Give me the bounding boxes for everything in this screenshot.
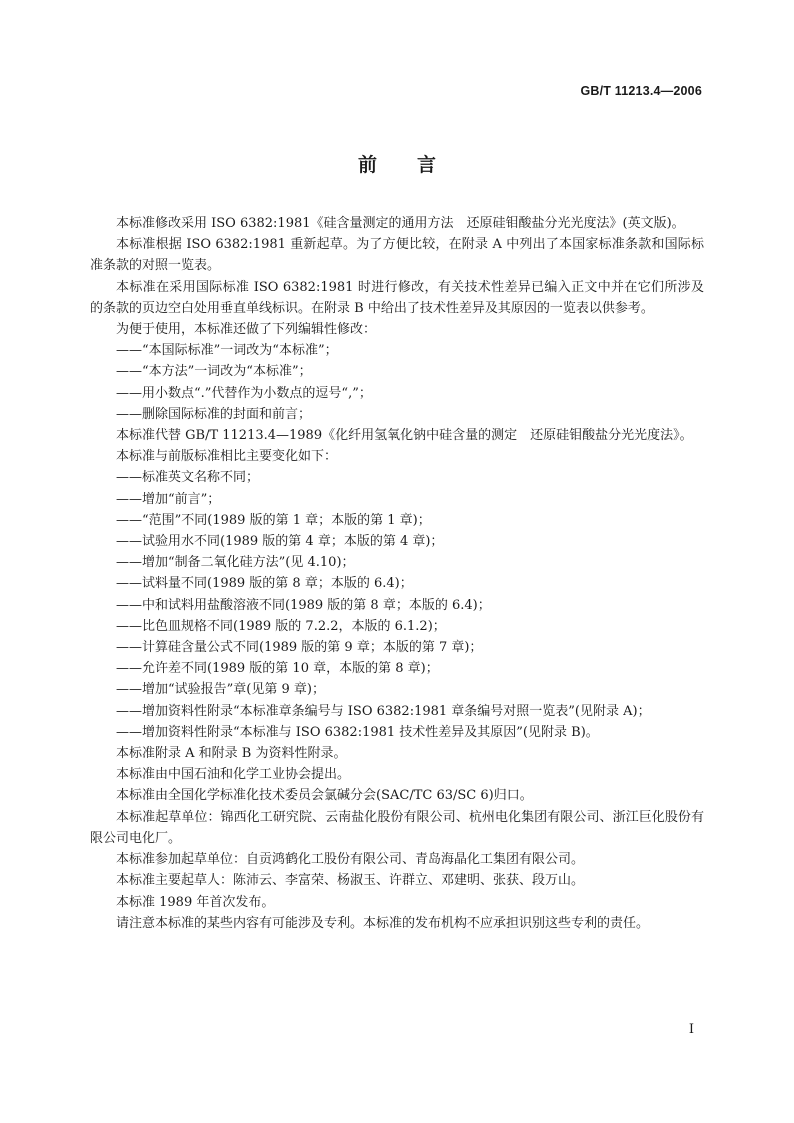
paragraph: 本标准主要起草人：陈沛云、李富荣、杨淑玉、许群立、邓建明、张获、段万山。 bbox=[116, 873, 585, 889]
paragraph: 本标准修改采用 ISO 6382:1981《硅含量测定的通用方法 还原硅钼酸盐分光光度法》(英文版)。 bbox=[116, 216, 685, 231]
paragraph: 本标准参加起草单位：自贡鸿鹤化工股份有限公司、青岛海晶化工集团有限公司。 bbox=[116, 852, 585, 868]
list-item: ——增加“制备二氧化硅方法”(见 4.10)； bbox=[116, 555, 355, 571]
list-item: ——用小数点“.”代替作为小数点的逗号“,”； bbox=[116, 385, 372, 401]
list-item: ——增加资料性附录“本标准章条编号与 ISO 6382:1981 章条编号对照一览表”(见附录 A)； bbox=[116, 703, 651, 719]
paragraph: 本标准根据 ISO 6382:1981 重新起草。为了方便比较，在附录 A 中列出了本国家标准条款和国际标准条款的对照一览表。 bbox=[90, 237, 704, 274]
list-item: ——比色皿规格不同(1989 版的 7.2.2，本版的 6.1.2)； bbox=[116, 618, 446, 634]
list-item: ——“范围”不同(1989 版的第 1 章；本版的第 1 章)； bbox=[116, 512, 431, 528]
list-item: ——中和试料用盐酸溶液不同(1989 版的第 8 章；本版的 6.4)； bbox=[116, 597, 491, 613]
list-item: ——增加资料性附录“本标准与 ISO 6382:1981 技术性差异及其原因”(见附录 B)。 bbox=[116, 724, 599, 740]
standard-code: GB/T 11213.4—2006 bbox=[580, 84, 702, 98]
paragraph: 本标准 1989 年首次发布。 bbox=[116, 894, 275, 910]
list-item: ——试料量不同(1989 版的第 8 章；本版的 6.4)； bbox=[116, 576, 413, 592]
list-item: ——删除国际标准的封面和前言； bbox=[116, 406, 312, 422]
paragraph: 本标准起草单位：锦西化工研究院、云南盐化股份有限公司、杭州电化集团有限公司、浙江巨化股份有限公司电化厂。 bbox=[90, 809, 704, 846]
page-title: 前言 bbox=[357, 154, 476, 176]
list-item: ——“本国际标准”一词改为“本标准”； bbox=[116, 343, 338, 359]
paragraph: 本标准附录 A 和附录 B 为资料性附录。 bbox=[116, 746, 347, 762]
document-body bbox=[90, 213, 704, 934]
paragraph: 本标准代替 GB/T 11213.4—1989《化纤用氢氧化钠中硅含量的测定 还原硅钼酸盐分光光度法》。 bbox=[116, 428, 693, 444]
page-number: I bbox=[688, 1022, 694, 1037]
list-item: ——试验用水不同(1989 版的第 4 章；本版的第 4 章)； bbox=[116, 534, 444, 550]
paragraph: 本标准由中国石油和化学工业协会提出。 bbox=[116, 767, 351, 783]
list-item: ——“本方法”一词改为“本标准”； bbox=[116, 364, 312, 380]
list-item: ——允许差不同(1989 版的第 10 章，本版的第 8 章)； bbox=[116, 661, 439, 677]
list-item: ——标准英文名称不同； bbox=[116, 470, 260, 486]
list-item: ——增加“试验报告”章(见第 9 章)； bbox=[116, 682, 325, 698]
paragraph: 本标准与前版标准相比主要变化如下： bbox=[116, 449, 338, 465]
paragraph: 为便于使用，本标准还做了下列编辑性修改： bbox=[116, 322, 377, 338]
list-item: ——增加“前言”； bbox=[116, 491, 221, 507]
paragraph: 本标准由全国化学标准化技术委员会氯碱分会(SAC/TC 63/SC 6)归口。 bbox=[116, 788, 533, 804]
paragraph: 请注意本标准的某些内容有可能涉及专利。本标准的发布机构不应承担识别这些专利的责任。 bbox=[116, 915, 650, 931]
paragraph: 本标准在采用国际标准 ISO 6382:1981 时进行修改，有关技术性差异已编入正文中并在它们所涉及的条款的页边空白处用垂直单线标识。在附录 B 中给出了技术性差异及其原因的一览表以供参考。 bbox=[90, 279, 704, 316]
list-item: ——计算硅含量公式不同(1989 版的第 9 章；本版的第 7 章)； bbox=[116, 640, 483, 656]
